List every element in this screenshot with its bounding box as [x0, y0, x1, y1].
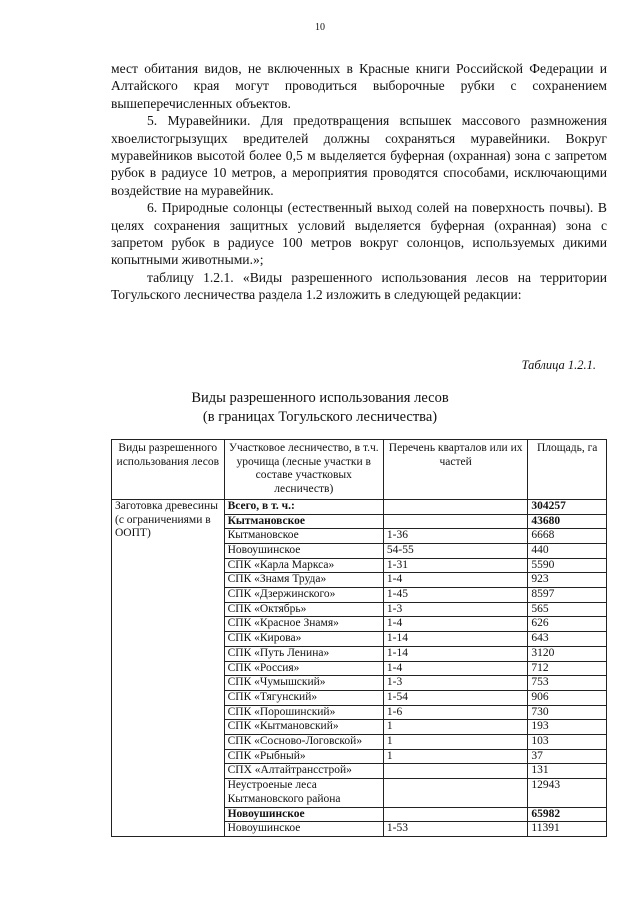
quarters-cell: 1: [383, 749, 527, 764]
area-cell: 3120: [528, 646, 607, 661]
quarters-cell: 1-4: [383, 617, 527, 632]
header-quarters: Перечень кварталов или их частей: [383, 440, 527, 500]
forestry-cell: СПК «Россия»: [224, 661, 383, 676]
usage-type-cell: Заготовка древесины (с ограничениями в ООПТ): [112, 499, 225, 836]
area-cell: 565: [528, 602, 607, 617]
quarters-cell: 1-31: [383, 558, 527, 573]
table-caption: [0, 389, 640, 427]
quarters-cell: [383, 764, 527, 779]
paragraph: 5. Муравейники. Для предотвращения вспышек массового размножения хвоелистогрызущих вредителей должны сохраняться муравейники. Вокруг муравейников высотой более 0,5 м выделяется буферная (охранная) зона с запретом рубок в радиусе 10 метров, а мероприятия проводятся способами, исключающими воздействие на муравейник.: [111, 113, 607, 198]
quarters-cell: [383, 807, 527, 822]
forestry-cell: СПК «Дзержинского»: [224, 588, 383, 603]
quarters-cell: 1-6: [383, 705, 527, 720]
area-cell: 753: [528, 676, 607, 691]
forestry-cell: СПК «Сосново-Логовской»: [224, 735, 383, 750]
area-cell: 193: [528, 720, 607, 735]
header-area: Площадь, га: [528, 440, 607, 500]
forestry-cell: СПК «Октябрь»: [224, 602, 383, 617]
quarters-cell: 1: [383, 720, 527, 735]
forestry-cell: Новоушинское: [224, 543, 383, 558]
quarters-cell: 1-4: [383, 661, 527, 676]
area-cell: 11391: [528, 822, 607, 837]
area-cell: 37: [528, 749, 607, 764]
quarters-cell: 1-36: [383, 529, 527, 544]
forestry-cell: СПК «Знамя Труда»: [224, 573, 383, 588]
quarters-cell: 1-14: [383, 632, 527, 647]
quarters-cell: 1-3: [383, 602, 527, 617]
quarters-cell: 1-54: [383, 690, 527, 705]
forestry-cell: СПК «Тягунский»: [224, 690, 383, 705]
area-cell: 626: [528, 617, 607, 632]
forestry-cell: СПК «Карла Маркса»: [224, 558, 383, 573]
area-cell: 6668: [528, 529, 607, 544]
area-cell: 304257: [528, 499, 607, 514]
paragraph: мест обитания видов, не включенных в Красные книги Российской Федерации и Алтайского края могут проводиться выборочные рубки с сохранением вышеперечисленных объектов.: [111, 61, 607, 111]
quarters-cell: 1-53: [383, 822, 527, 837]
forestry-cell: СПХ «Алтайтрансстрой»: [224, 764, 383, 779]
paragraph: 6. Природные солонцы (естественный выход солей на поверхность почвы). В целях сохранения защитных условий выделяется буферная (охранная) зона с запретом рубок в радиусе 100 метров вокруг солонцов, используемых дикими копытными животными.»;: [111, 200, 607, 268]
quarters-cell: 1-4: [383, 573, 527, 588]
forestry-cell: СПК «Чумышский»: [224, 676, 383, 691]
quarters-cell: 1-3: [383, 676, 527, 691]
area-cell: 131: [528, 764, 607, 779]
quarters-cell: [383, 514, 527, 529]
area-cell: 103: [528, 735, 607, 750]
quarters-cell: 54-55: [383, 543, 527, 558]
table-label: Таблица 1.2.1.: [521, 358, 596, 372]
forestry-cell: Кытмановское: [224, 529, 383, 544]
forestry-cell: СПК «Путь Ленина»: [224, 646, 383, 661]
quarters-cell: [383, 499, 527, 514]
area-cell: 923: [528, 573, 607, 588]
forestry-cell: Кытмановское: [224, 514, 383, 529]
paragraph: таблицу 1.2.1. «Виды разрешенного использования лесов на территории Тогульского лесничества раздела 1.2 изложить в следующей редакции:: [111, 269, 607, 303]
forestry-cell: СПК «Рыбный»: [224, 749, 383, 764]
header-forestry: Участковое лесничество, в т.ч. урочища (лесные участки в составе участковых лесничеств): [224, 440, 383, 500]
page-number: 10: [315, 22, 325, 33]
quarters-cell: 1: [383, 735, 527, 750]
area-cell: 43680: [528, 514, 607, 529]
forestry-cell: СПК «Кирова»: [224, 632, 383, 647]
area-cell: 643: [528, 632, 607, 647]
quarters-cell: 1-14: [383, 646, 527, 661]
quarters-cell: 1-45: [383, 588, 527, 603]
forestry-cell: Неустроеные леса Кытмановского района: [224, 779, 383, 807]
forestry-cell: Всего, в т. ч.:: [224, 499, 383, 514]
caption-line-1: Виды разрешенного использования лесов: [191, 390, 449, 406]
forestry-cell: Новоушинское: [224, 822, 383, 837]
forestry-cell: Новоушинское: [224, 807, 383, 822]
usage-table: [111, 439, 607, 837]
area-cell: 65982: [528, 807, 607, 822]
area-cell: 8597: [528, 588, 607, 603]
table-row: [112, 499, 607, 514]
header-usage-type: Виды разрешенного использования лесов: [112, 440, 225, 500]
table-header-row: [112, 440, 607, 500]
area-cell: 12943: [528, 779, 607, 807]
area-cell: 730: [528, 705, 607, 720]
forestry-cell: СПК «Порошинский»: [224, 705, 383, 720]
quarters-cell: [383, 779, 527, 807]
forestry-cell: СПК «Кытмановский»: [224, 720, 383, 735]
forestry-cell: СПК «Красное Знамя»: [224, 617, 383, 632]
body-text: [111, 60, 607, 304]
area-cell: 440: [528, 543, 607, 558]
caption-line-2: (в границах Тогульского лесничества): [202, 409, 438, 425]
area-cell: 906: [528, 690, 607, 705]
area-cell: 712: [528, 661, 607, 676]
area-cell: 5590: [528, 558, 607, 573]
